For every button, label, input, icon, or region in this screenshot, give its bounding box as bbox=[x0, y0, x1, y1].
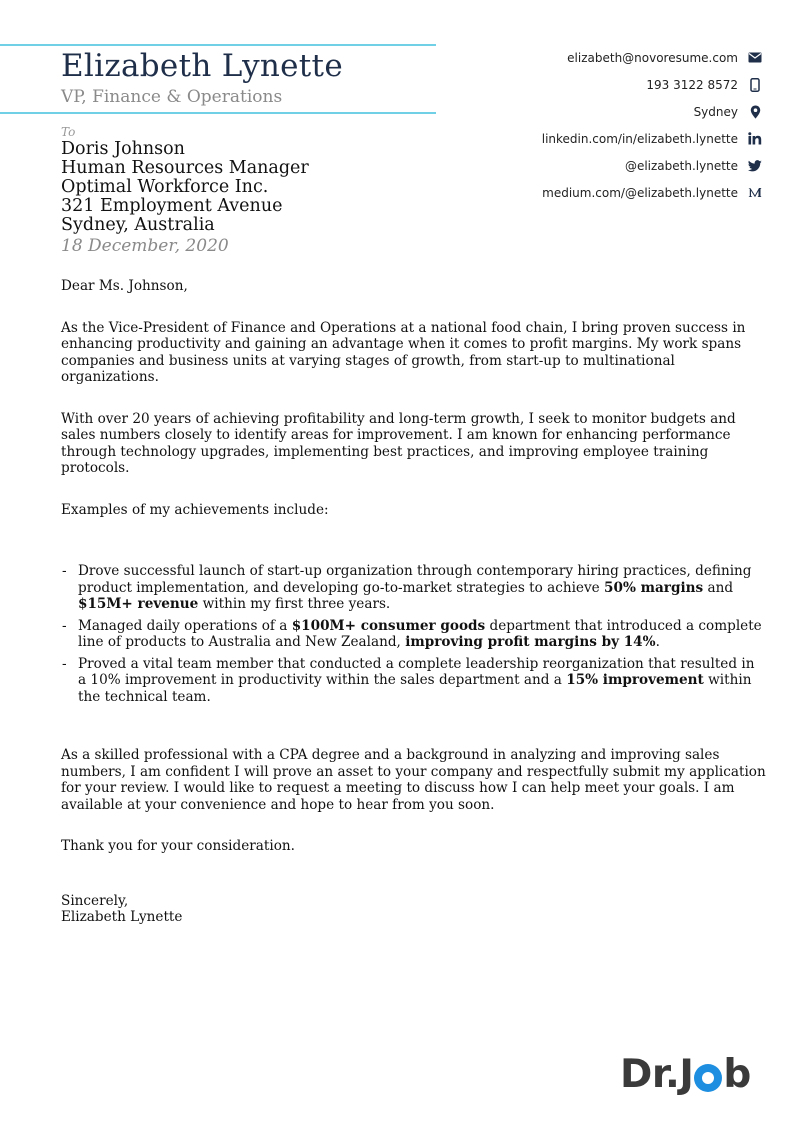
logo-text-end: b bbox=[723, 1052, 751, 1097]
achievement-text: Drove successful launch of start-up organization through contemporary hiring practices, defining product implementation, and developing go-to-market strategies to achieve bbox=[78, 563, 752, 596]
header-top-rule bbox=[0, 44, 436, 46]
paragraph-closing: As a skilled professional with a CPA degree and a background in analyzing and improving sales numbers, I am confident I will prove an asset to your company and respectfully submit my application for your review. I would like to request a meeting to discuss how I can help meet your goals. I am available at your convenience and hope to hear from you soon. bbox=[61, 747, 766, 813]
achievement-list bbox=[61, 563, 766, 705]
linkedin-icon bbox=[748, 132, 762, 146]
achievement-text: Proved a vital team member that conducted a complete leadership reorganization that resulted in a 10% improvement in productivity within the sales department and a bbox=[78, 655, 755, 688]
recipient-name: Doris Johnson bbox=[61, 139, 185, 159]
achievement-item bbox=[61, 563, 766, 613]
signature-block bbox=[61, 893, 766, 926]
contact-list bbox=[402, 44, 762, 206]
achievement-text: department that introduced a complete line of products to Australia and New Zealand, bbox=[78, 617, 762, 650]
contact-medium[interactable] bbox=[402, 179, 762, 206]
recipient-city: Sydney, Australia bbox=[61, 215, 215, 235]
achievement-highlight: improving profit margins by 14% bbox=[405, 634, 656, 650]
logo-text-start: Dr.J bbox=[620, 1052, 694, 1097]
achievement-highlight: 50% margins bbox=[604, 579, 704, 596]
letter-body bbox=[61, 278, 766, 926]
logo-o-mark-icon bbox=[694, 1064, 722, 1092]
contact-phone-text[interactable]: 193 3122 8572 bbox=[646, 77, 738, 92]
location-pin-icon bbox=[748, 105, 762, 119]
letter-date: 18 December, 2020 bbox=[61, 236, 229, 256]
signature-name: Elizabeth Lynette bbox=[61, 909, 183, 925]
phone-icon bbox=[748, 78, 762, 92]
contact-phone[interactable] bbox=[402, 71, 762, 98]
achievement-text: within the technical team. bbox=[78, 672, 752, 705]
medium-icon bbox=[748, 186, 762, 200]
recipient-position: Human Resources Manager bbox=[61, 158, 309, 178]
achievement-text: within my first three years. bbox=[198, 596, 391, 612]
achievement-highlight: $100M+ consumer goods bbox=[291, 617, 486, 634]
contact-twitter[interactable] bbox=[402, 152, 762, 179]
paragraph-intro: As the Vice-President of Finance and Operations at a national food chain, I bring proven success in enhancing productivity and gaining an advantage when it comes to profit margins. My work spans companies and business units at varying stages of growth, from start-up to multinational organizations. bbox=[61, 319, 746, 385]
achievement-highlight: $15M+ revenue bbox=[78, 596, 199, 612]
recipient-company: Optimal Workforce Inc. bbox=[61, 177, 269, 197]
achievement-item bbox=[61, 618, 766, 651]
paragraph-achievements-intro: Examples of my achievements include: bbox=[61, 501, 329, 518]
achievement-text: . bbox=[655, 634, 660, 650]
contact-location-text: Sydney bbox=[693, 104, 738, 119]
achievement-text: Managed daily operations of a bbox=[78, 617, 292, 634]
contact-twitter-text[interactable]: @elizabeth.lynette bbox=[624, 158, 738, 173]
recipient-street: 321 Employment Avenue bbox=[61, 196, 283, 216]
contact-location bbox=[402, 98, 762, 125]
contact-linkedin-text[interactable]: linkedin.com/in/elizabeth.lynette bbox=[541, 131, 738, 146]
email-icon bbox=[748, 51, 762, 65]
applicant-name: Elizabeth Lynette bbox=[61, 48, 343, 84]
signoff: Sincerely, bbox=[61, 892, 129, 909]
achievement-text: and bbox=[703, 579, 734, 596]
contact-email-text[interactable]: elizabeth@novoresume.com bbox=[567, 50, 738, 65]
achievement-highlight: 15% improvement bbox=[566, 672, 704, 688]
recipient-block bbox=[61, 125, 309, 257]
recipient-label: To bbox=[61, 125, 76, 139]
paragraph-experience: With over 20 years of achieving profitability and long-term growth, I seek to monitor budgets and sales numbers closely to identify areas for improvement. I am known for enhancing performance through technology upgrades, implementing best practices, and improving employee training protocols. bbox=[61, 410, 736, 476]
twitter-icon bbox=[748, 159, 762, 173]
contact-medium-text[interactable]: medium.com/@elizabeth.lynette bbox=[542, 185, 738, 200]
salutation: Dear Ms. Johnson, bbox=[61, 278, 188, 294]
thank-you-line: Thank you for your consideration. bbox=[61, 838, 295, 854]
header-bottom-rule bbox=[0, 112, 436, 114]
achievement-item bbox=[61, 656, 766, 706]
drjob-logo bbox=[620, 1052, 751, 1097]
contact-email[interactable] bbox=[402, 44, 762, 71]
applicant-title: VP, Finance & Operations bbox=[61, 87, 283, 107]
contact-linkedin[interactable] bbox=[402, 125, 762, 152]
